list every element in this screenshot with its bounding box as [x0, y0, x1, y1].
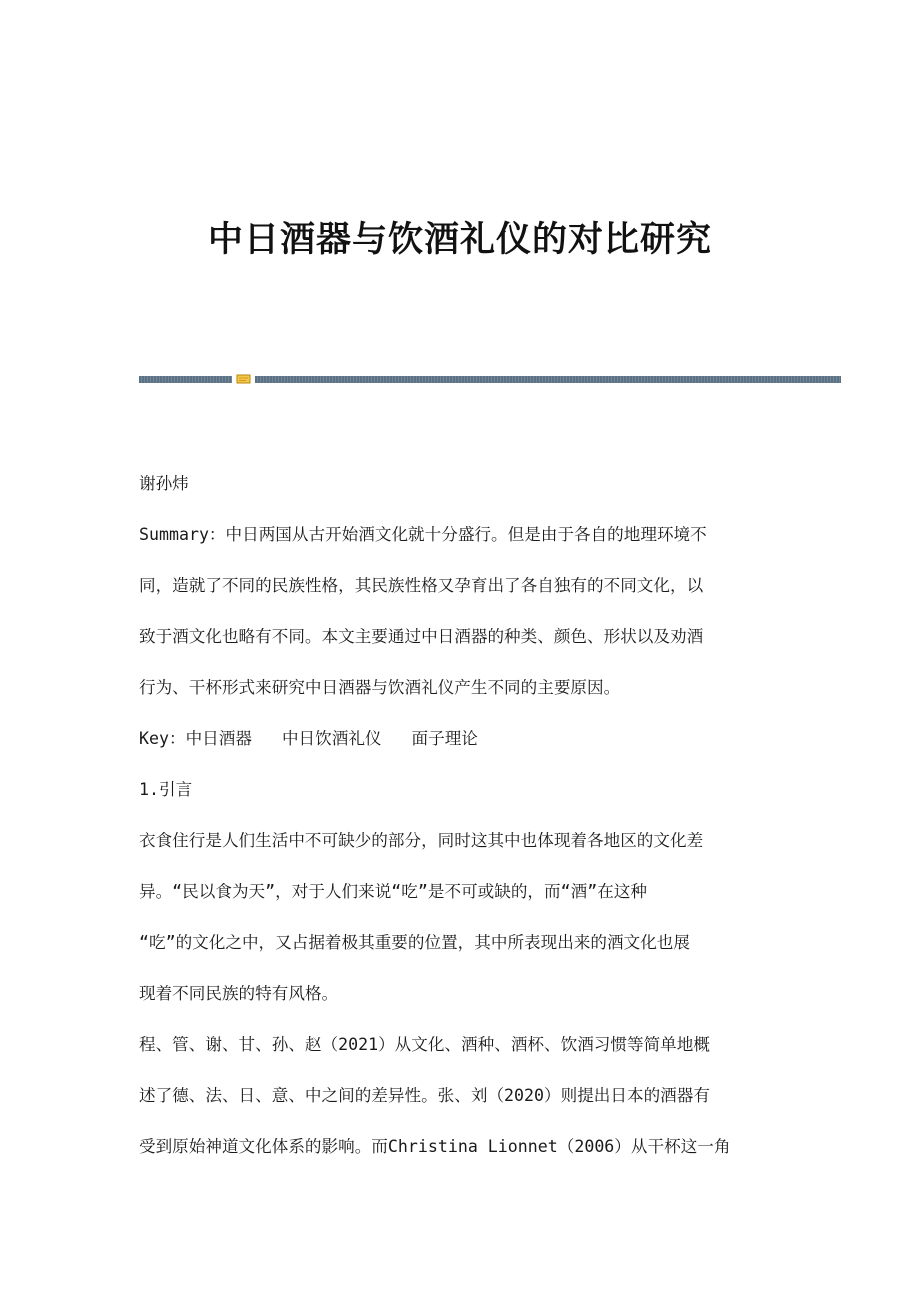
- keywords-label: Key：: [139, 729, 186, 748]
- divider-bar-right: [255, 376, 841, 383]
- paragraph-line: 述了德、法、日、意、中之间的差异性。张、刘（2020）则提出日本的酒器有: [139, 1086, 710, 1105]
- summary-line: 同，造就了不同的民族性格，其民族性格又孕育出了各自独有的不同文化，以: [139, 576, 704, 595]
- paragraph-line: 程、管、谢、甘、孙、赵（2021）从文化、酒种、酒杯、饮酒习惯等简单地概: [139, 1035, 710, 1054]
- summary-line: 行为、干杯形式来研究中日酒器与饮酒礼仪产生不同的主要原因。: [139, 678, 621, 697]
- summary-line: Summary：中日两国从古开始酒文化就十分盛行。但是由于各自的地理环境不: [139, 525, 707, 544]
- section-heading: 1.引言: [139, 780, 193, 799]
- paragraph-line: 受到原始神道文化体系的影响。而Christina Lionnet（2006）从干杯这一角: [139, 1137, 731, 1156]
- divider-ornament-icon: [236, 373, 251, 385]
- keyword-item: 中日酒器: [185, 729, 252, 748]
- title-divider: [139, 373, 841, 385]
- summary-paragraph: [139, 521, 779, 701]
- intro-paragraph-1: [139, 827, 779, 1007]
- paragraph-line: 现着不同民族的特有风格。: [139, 984, 339, 1003]
- keywords-line: [139, 725, 779, 752]
- document-title: 中日酒器与饮酒礼仪的对比研究: [207, 220, 712, 260]
- paragraph-line: 衣食住行是人们生活中不可缺少的部分，同时这其中也体现着各地区的文化差: [139, 831, 704, 850]
- paragraph-line: 异。“民以食为天”，对于人们来说“吃”是不可或缺的，而“酒”在这种: [139, 882, 647, 901]
- document-body: [139, 470, 779, 1184]
- divider-bar-left: [139, 376, 232, 383]
- keyword-item: 中日饮酒礼仪: [281, 729, 382, 748]
- intro-paragraph-2: [139, 1031, 779, 1160]
- author-name: 谢孙炜: [139, 474, 189, 493]
- keyword-item: 面子理论: [411, 729, 478, 748]
- summary-line: 致于酒文化也略有不同。本文主要通过中日酒器的种类、颜色、形状以及劝酒: [139, 627, 704, 646]
- paragraph-line: “吃”的文化之中，又占据着极其重要的位置，其中所表现出来的酒文化也展: [139, 933, 690, 952]
